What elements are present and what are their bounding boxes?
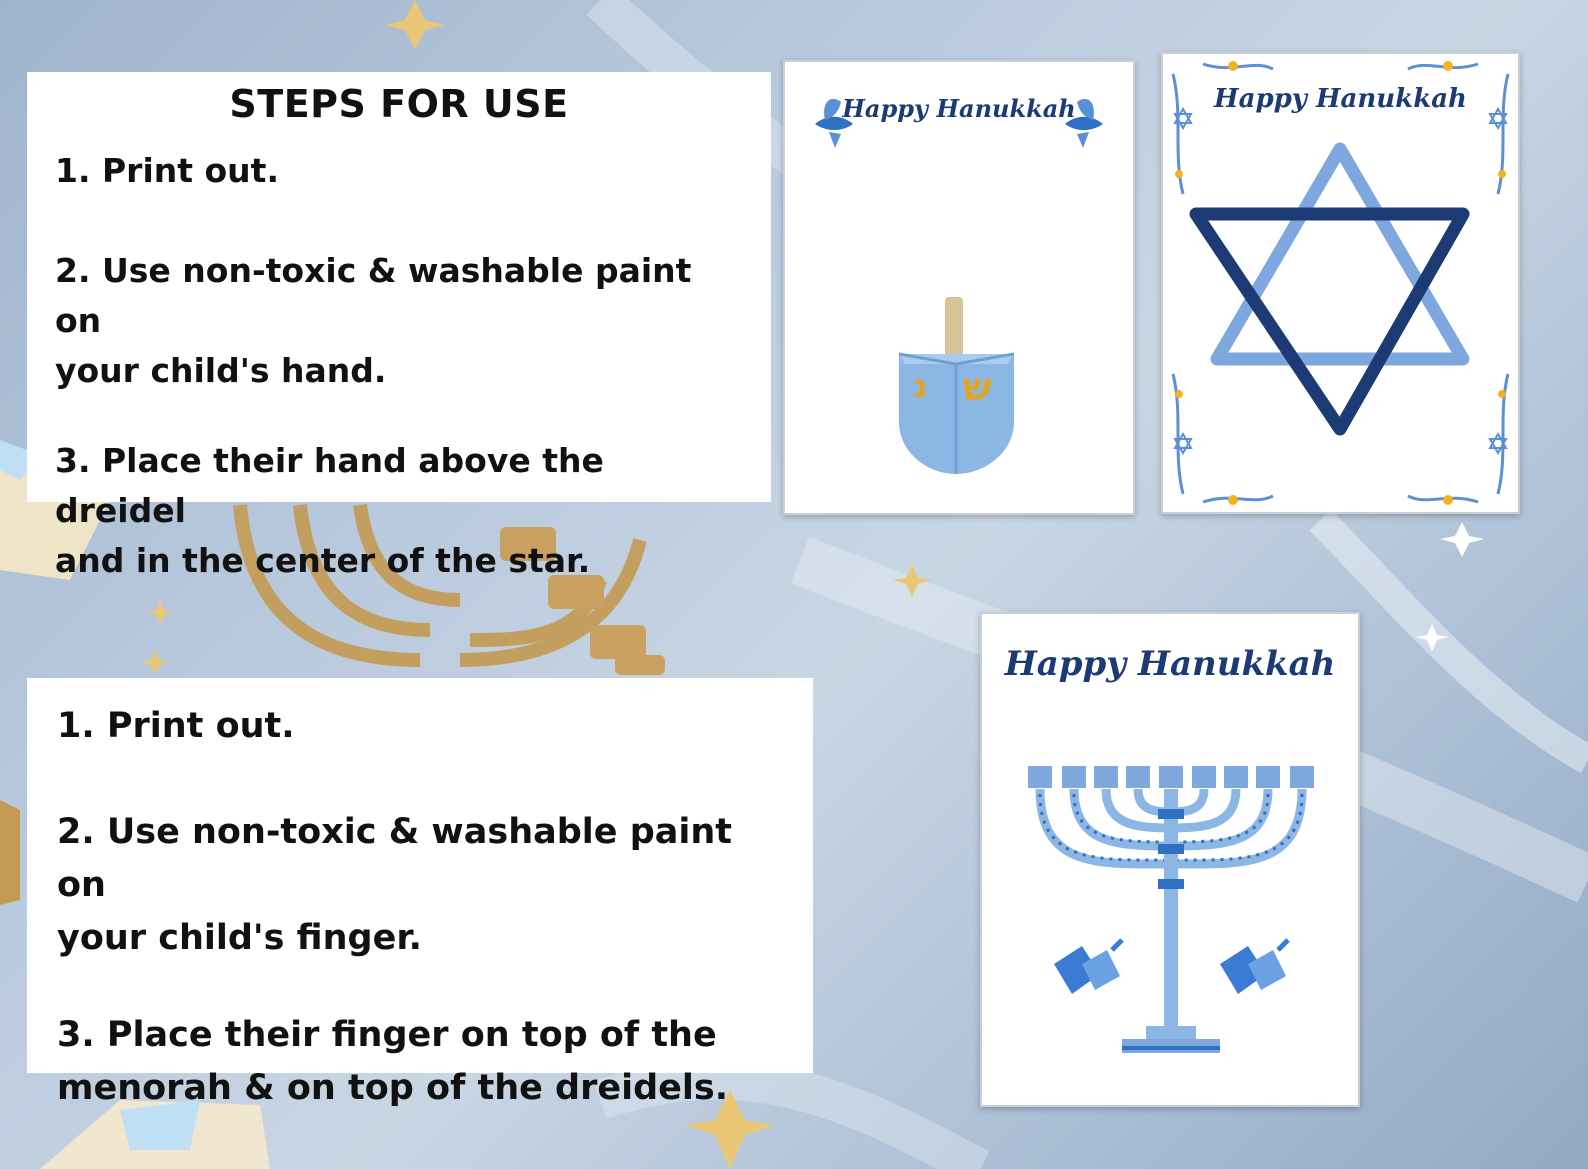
menorah-icon [1028, 766, 1314, 1053]
instructions-panel-top [27, 72, 771, 580]
menorah-card-art [982, 614, 1358, 1105]
flower-icon [1175, 61, 1506, 505]
floral-border [1173, 64, 1508, 502]
step-1-line-1: 1. Print out. [57, 706, 295, 746]
step-1-line-1: 1. Print out. [55, 151, 279, 190]
star-card-art [1163, 54, 1518, 512]
step-2-line-1: 2. Use non-toxic & washable paint on [57, 812, 733, 905]
instructions-panel-bottom [27, 678, 813, 1108]
background-cup [615, 655, 665, 675]
background-cup [590, 625, 646, 659]
background-menorah-edge [0, 800, 20, 905]
star-of-david-icon [1196, 149, 1463, 429]
dreidel-printable-card [783, 60, 1135, 515]
step-3-line-1: 3. Place their finger on top of the [57, 1015, 717, 1055]
dreidel-card-art [785, 62, 1133, 513]
dreidel-pair-icon [1054, 940, 1122, 994]
greeting-text: Happy Hanukkah [1214, 84, 1467, 114]
step-3-line-2: menorah & on top of the dreidels. [57, 1068, 729, 1108]
step-3-line-1: 3. Place their hand above the dreidel [55, 441, 604, 530]
star-printable-card [1161, 52, 1520, 514]
step-2-line-2: your child's hand. [55, 351, 387, 390]
greeting-text: Happy Hanukkah [1004, 644, 1336, 684]
dreidel-letter-nun: נ [913, 367, 928, 405]
menorah-printable-card [980, 612, 1360, 1107]
step-3-line-2: and in the center of the star. [55, 541, 591, 580]
step-2-line-2: your child's finger. [57, 918, 422, 958]
dreidel-pair-icon [1220, 940, 1288, 994]
greeting-text: Happy Hanukkah [842, 94, 1076, 123]
steps-title: STEPS FOR USE [229, 82, 569, 126]
dreidel-letter-shin: ש [963, 365, 992, 409]
step-2-line-1: 2. Use non-toxic & washable paint on [55, 251, 692, 340]
